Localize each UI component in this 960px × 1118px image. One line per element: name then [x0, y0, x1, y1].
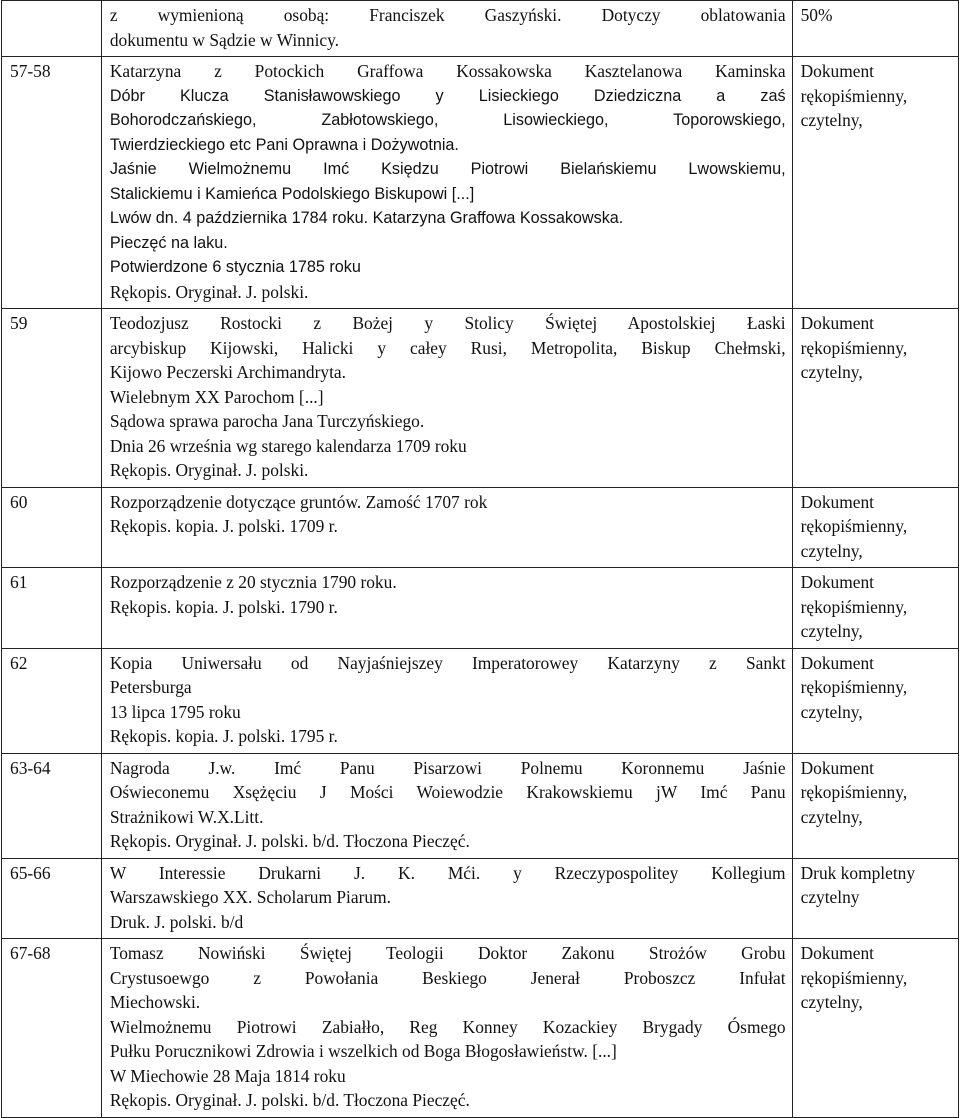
description-line: Teodozjusz Rostocki z Bożej y Stolicy Świętej Apostolskiej Łaski: [109, 313, 786, 333]
description-line: Twierdzieckiego etc Pani Oprawna i Dożywotnia.: [109, 135, 459, 154]
description-line: Katarzyna z Potockich Graffowa Kossakowska Kasztelanowa Kaminska: [109, 61, 786, 81]
description-line: Pułku Porucznikowi Zdrowia i wszelkich od Boga Błogosławieństw. [...]: [109, 1041, 617, 1061]
description-line: Kijowo Peczerski Archimandryta.: [109, 362, 346, 382]
entry-number: [2, 1, 102, 57]
entry-type: [792, 939, 958, 1118]
type-line: czytelny,: [800, 110, 863, 130]
description-line: Warszawskiego XX. Scholarum Piarum.: [109, 887, 391, 907]
entry-type: [792, 57, 958, 309]
type-line: Druk kompletny: [800, 862, 916, 883]
type-line: rękopiśmienny,: [800, 85, 908, 106]
description-line: Petersburga: [109, 677, 192, 697]
table-row: [2, 57, 959, 309]
entry-type: [792, 858, 958, 939]
description-line: Rękopis. kopia. J. polski. 1790 r.: [109, 596, 338, 617]
type-line: Dokument: [800, 61, 875, 81]
entry-description: [101, 858, 792, 939]
table-row: [2, 568, 959, 649]
description-line: Jaśnie Wielmożnemu Imć Księdzu Piotrowi Bielańskiemu Lwowskiemu,: [109, 160, 786, 178]
type-line: rękopiśmienny,: [800, 677, 908, 697]
type-line: rękopiśmienny,: [800, 337, 908, 358]
entry-description: [101, 753, 792, 858]
description-line: Sądowa sprawa parocha Jana Turczyńskiego.: [109, 411, 425, 431]
type-line: rękopiśmienny,: [800, 967, 908, 988]
description-line: Rękopis. kopia. J. polski. 1795 r.: [109, 726, 338, 746]
description-line: Crystusoewgo z Powołania Beskiego Jenerał Proboszcz Infułat: [109, 967, 786, 988]
type-line: czytelny,: [800, 540, 863, 561]
type-line: rękopiśmienny,: [800, 782, 908, 802]
entry-number: 59: [2, 309, 102, 488]
type-line: Dokument: [800, 313, 875, 333]
type-line: czytelny,: [800, 701, 863, 722]
type-line: czytelny,: [800, 992, 863, 1012]
catalog-table: [1, 0, 959, 1118]
type-line: rękopiśmienny,: [800, 516, 908, 536]
entry-type: [792, 1, 958, 57]
description-line: dokumentu w Sądzie w Winnicy.: [109, 29, 340, 50]
entry-description: [101, 1, 792, 57]
description-line: Wielmożnemu Piotrowi Zabiałło, Reg Konney Kozackiey Brygady Ósmego: [109, 1016, 786, 1037]
entry-type: [792, 309, 958, 488]
entry-description: [101, 309, 792, 488]
description-line: Tomasz Nowiński Świętej Teologii Doktor Zakonu Strożów Grobu: [109, 943, 786, 963]
catalog-table-body: [2, 1, 959, 1118]
description-line: Nagroda J.w. Imć Panu Pisarzowi Polnemu Koronnemu Jaśnie: [109, 757, 786, 778]
entry-type: [792, 753, 958, 858]
type-line: czytelny,: [800, 621, 863, 641]
type-line: Dokument: [800, 943, 875, 963]
description-line: Wielebnym XX Parochom [...]: [109, 386, 324, 407]
entry-number: 63-64: [2, 753, 102, 858]
table-row: [2, 939, 959, 1118]
description-line: Dóbr Klucza Stanisławowskiego y Lisieckiego Dziedziczna a zaś: [109, 86, 786, 105]
table-row: [2, 487, 959, 568]
type-line: Dokument: [800, 652, 875, 673]
table-row: [2, 753, 959, 858]
type-line: czytelny: [800, 887, 860, 907]
entry-number: 61: [2, 568, 102, 649]
description-line: Rękopis. Oryginał. J. polski.: [109, 460, 309, 480]
entry-type: [792, 487, 958, 568]
description-line: Potwierdzone 6 stycznia 1785 roku: [109, 258, 361, 276]
type-line: czytelny,: [800, 806, 863, 827]
type-line: czytelny,: [800, 362, 863, 382]
description-line: Rozporządzenie dotyczące gruntów. Zamość 1707 rok: [109, 491, 488, 512]
entry-description: [101, 648, 792, 753]
description-line: Rękopis. kopia. J. polski. 1709 r.: [109, 516, 338, 536]
type-line: 50%: [800, 5, 833, 25]
description-line: Druk. J. polski. b/d: [109, 911, 244, 932]
entry-type: [792, 568, 958, 649]
entry-number: 65-66: [2, 858, 102, 939]
type-line: Dokument: [800, 572, 875, 592]
description-line: Bohorodczańskiego, Zabłotowskiego, Lisowieckiego, Toporowskiego,: [109, 111, 786, 129]
entry-type: [792, 648, 958, 753]
description-line: Strażnikowi W.X.Litt.: [109, 806, 264, 827]
description-line: Rozporządzenie z 20 stycznia 1790 roku.: [109, 572, 397, 592]
entry-number: 60: [2, 487, 102, 568]
description-line: z wymienioną osobą: Franciszek Gaszyński. Dotyczy oblatowania: [109, 5, 786, 25]
description-line: Oświeconemu Xsężęciu J Mości Woiewodzie Krakowskiemu jW Imć Panu: [109, 782, 786, 802]
description-line: 13 lipca 1795 roku: [109, 701, 241, 722]
description-line: Pieczęć na laku.: [109, 233, 228, 252]
table-row: [2, 1, 959, 57]
description-line: Kopia Uniwersału od Nayjaśniejszey Imperatorowey Katarzyny z Sankt: [109, 652, 786, 673]
type-line: Dokument: [800, 491, 875, 512]
description-line: Rękopis. Oryginał. J. polski. b/d. Tłoczona Pieczęć.: [109, 1090, 470, 1110]
entry-description: [101, 568, 792, 649]
type-line: rękopiśmienny,: [800, 596, 908, 617]
type-line: Dokument: [800, 757, 875, 778]
description-line: Dnia 26 września wg starego kalendarza 1709 roku: [109, 435, 467, 456]
description-line: Miechowski.: [109, 992, 201, 1012]
table-row: [2, 858, 959, 939]
description-line: Rękopis. Oryginał. J. polski. b/d. Tłoczona Pieczęć.: [109, 831, 470, 851]
table-row: [2, 648, 959, 753]
description-line: arcybiskup Kijowski, Halicki y całey Rusi, Metropolita, Biskup Chełmski,: [109, 337, 786, 358]
table-row: [2, 309, 959, 488]
entry-number: 62: [2, 648, 102, 753]
entry-description: [101, 57, 792, 309]
description-line: Stalickiemu i Kamieńca Podolskiego Biskupowi [...]: [109, 184, 475, 203]
entry-description: [101, 939, 792, 1118]
description-line: Rękopis. Oryginał. J. polski.: [109, 281, 309, 302]
description-line: Lwów dn. 4 października 1784 roku. Katarzyna Graffowa Kossakowska.: [109, 209, 624, 227]
description-line: W Interessie Drukarni J. K. Mći. y Rzeczypospolitey Kollegium: [109, 862, 786, 883]
entry-number: 57-58: [2, 57, 102, 309]
description-line: W Miechowie 28 Maja 1814 roku: [109, 1065, 346, 1086]
entry-number: 67-68: [2, 939, 102, 1118]
entry-description: [101, 487, 792, 568]
